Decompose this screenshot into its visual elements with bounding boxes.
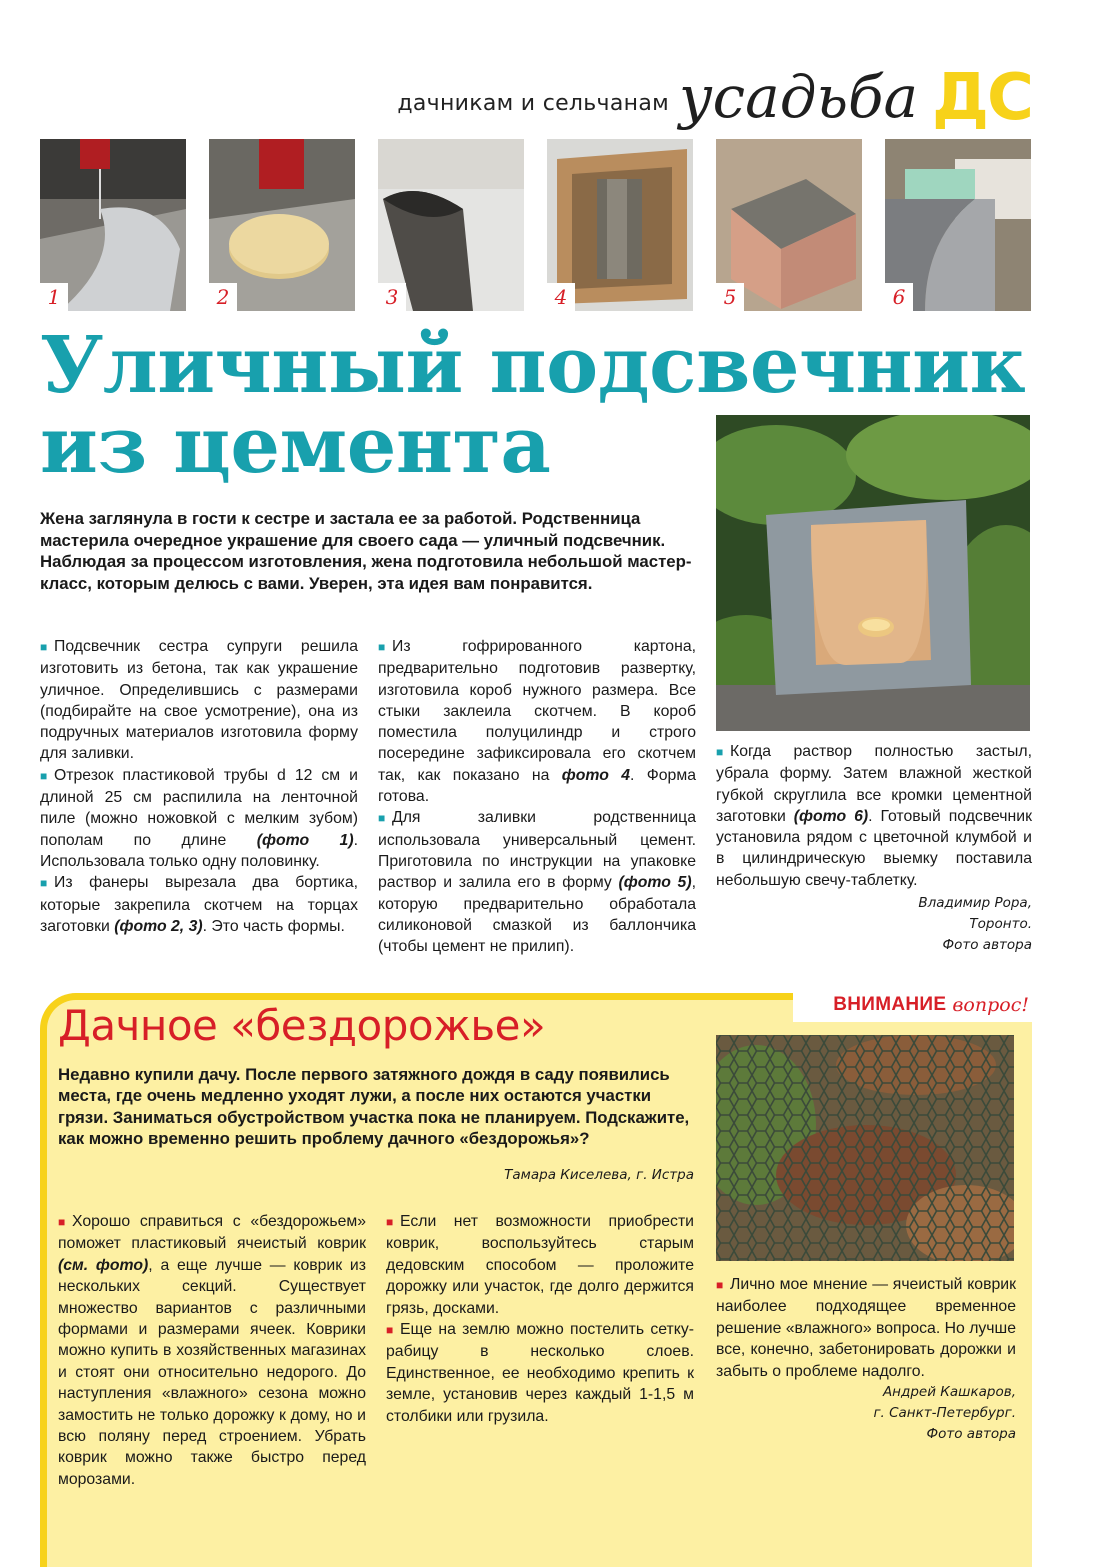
step-photo-5 [716, 139, 862, 311]
square-bullet-icon: ■ [386, 1323, 394, 1338]
photo-reference: (фото 6) [793, 807, 869, 825]
step-photo-2 [209, 139, 355, 311]
question-asker: Тамара Киселева, г. Истра [504, 1167, 694, 1183]
answer-signature [716, 1382, 1016, 1445]
author-name: Андрей Кашкаров, [882, 1384, 1016, 1401]
page-header [397, 60, 1032, 140]
photo-reference: (фото 2, 3) [114, 917, 203, 935]
article-lead: Жена заглянула в гости к сестре и застала ее за работой. Родственница мастерила очередное украшение для своего сада — уличный подсвечник. Наблюдая за процессом изготовления, жена подготовила небольшой мастер-класс, которым делюсь с вами. Уверен, эта идея вам понравится. [40, 509, 692, 593]
step-number: 2 [209, 283, 237, 311]
square-bullet-icon: ■ [40, 768, 48, 783]
step-number: 5 [716, 283, 744, 311]
paragraph: ■ Если нет возможности приобрести коврик, воспользуйтесь старым дедовским способом — проложите дорожку или участок, где долго держится грязь, досками. [386, 1213, 694, 1317]
magazine-logo: ДС [932, 61, 1032, 135]
paragraph: ■ Из гофрированного картона, предварительно подготовив развертку, изготовила короб нужного размера. Все стыки заклеила скотчем. В короб поместила полуцилиндр и строго посередине зафиксировала его скотчем так, как показано на фото 4. Форма готова. [378, 638, 696, 806]
step-photo-4 [547, 139, 693, 311]
step-photo-3 [378, 139, 524, 311]
candle-holder-photo [716, 415, 1030, 731]
answer-column-2 [386, 1211, 694, 1427]
paragraph: ■ Для заливки родственница использовала универсальный цемент. Приготовила по инструкции на упаковке раствор и залила его в форму (фото 5), которую предварительно обработала силиконовой смазкой из баллончика (чтобы цемент не прилип). [378, 809, 696, 956]
square-bullet-icon: ■ [40, 640, 48, 654]
step-photo-6 [885, 139, 1031, 311]
article-column-2 [378, 636, 696, 957]
photo-reference: (фото 1) [256, 831, 354, 849]
square-bullet-icon: ■ [716, 745, 724, 759]
paragraph: ■ Еще на землю можно постелить сетку-рабицу в несколько слоев. Единственное, ее необходимо крепить к земле, установив через каждый 1-1,5 м столбики или грузила. [386, 1321, 694, 1425]
step-number: 6 [885, 283, 913, 311]
square-bullet-icon: ■ [40, 876, 48, 891]
question-title: Дачное «бездорожье» [58, 1001, 546, 1050]
question-lead: Недавно купили дачу. После первого затяжного дождя в саду появились места, где очень медленно уходят лужи, а после них остаются участки грязи. Заниматься обустройством участка пока не планируем. Подскажите, как можно временно решить проблему дачного «бездорожья»? [58, 1065, 690, 1148]
article-column-1 [40, 636, 358, 937]
paragraph: ■ Отрезок пластиковой трубы d 12 см и длиной 25 см распилила на ленточной пиле (можно ножовкой с мелким зубом) пополам по длине (фото 1). Использовала только одну половинку. [40, 766, 358, 870]
attention-sub: вопрос! [952, 994, 1029, 1016]
author-city: Торонто. [969, 916, 1032, 933]
square-bullet-icon: ■ [378, 640, 386, 654]
paragraph: ■ Когда раствор полностью застыл, убрала форму. Затем влажной жесткой губкой скруглила все кромки цементной заготовки (фото 6). Готовый подсвечник установила рядом с цветочной клумбой и в цилиндрическую выемку поставила небольшую свечу-таблетку. [716, 743, 1032, 889]
photo-reference: (фото 5) [618, 874, 692, 892]
step-number: 4 [547, 283, 575, 311]
paragraph: ■ Из фанеры вырезала два бортика, которые закрепила скотчем на торцах заготовки (фото 2, 3). Это часть формы. [40, 874, 358, 935]
photo-reference: (см. фото) [58, 1256, 149, 1274]
photo-credit: Фото автора [926, 1426, 1016, 1443]
answer-column-1 [58, 1211, 366, 1490]
article-signature [716, 893, 1032, 956]
grid-mat-photo [716, 1035, 1014, 1261]
photo-credit: Фото автора [942, 937, 1032, 954]
square-bullet-icon: ■ [58, 1215, 66, 1229]
paragraph: ■ Лично мое мнение — ячеистый коврик наиболее подходящее временное решение «влажного» вопроса. Но лучше все, конечно, забетонировать дорожки и забыть о проблеме надолго. [716, 1276, 1016, 1380]
magazine-section-brand: усадьба [679, 63, 919, 131]
square-bullet-icon: ■ [386, 1215, 394, 1229]
section-label: дачникам и сельчанам [397, 91, 669, 116]
author-city: г. Санкт-Петербург. [873, 1405, 1016, 1422]
title-line-1: Уличный подсвечник [40, 320, 1026, 411]
title-line-2: из цемента [40, 400, 551, 491]
step-photos [40, 139, 1032, 311]
photo-reference: фото 4 [561, 766, 631, 784]
step-number: 1 [40, 283, 68, 311]
attention-word: ВНИМАНИЕ [833, 994, 947, 1015]
author-name: Владимир Рора, [918, 895, 1032, 912]
square-bullet-icon: ■ [378, 811, 386, 826]
step-photo-1 [40, 139, 186, 311]
article-column-3 [716, 741, 1032, 956]
answer-column-3 [716, 1274, 1016, 1445]
paragraph: ■ Подсвечник сестра супруги решила изготовить из бетона, так как украшение уличное. Определившись с размерами (подбирайте на свое усмотрение), она из подручных материалов изготовила форму для заливки. [40, 638, 358, 763]
paragraph: ■ Хорошо справиться с «бездорожьем» поможет пластиковый ячеистый коврик (см. фото), а еще лучше — коврик из нескольких секций. Существует множество вариантов с различными формами и размерами ячеек. Коврики можно купить в хозяйственных магазинах и стоят они относительно недорого. До наступления «влажного» сезона можно замостить не только дорожку к дому, но и всю поляну перед строением. Убрать коврик можно также быстро перед морозами. [58, 1213, 366, 1488]
step-number: 3 [378, 283, 406, 311]
square-bullet-icon: ■ [716, 1278, 724, 1292]
attention-label [793, 988, 1033, 1022]
